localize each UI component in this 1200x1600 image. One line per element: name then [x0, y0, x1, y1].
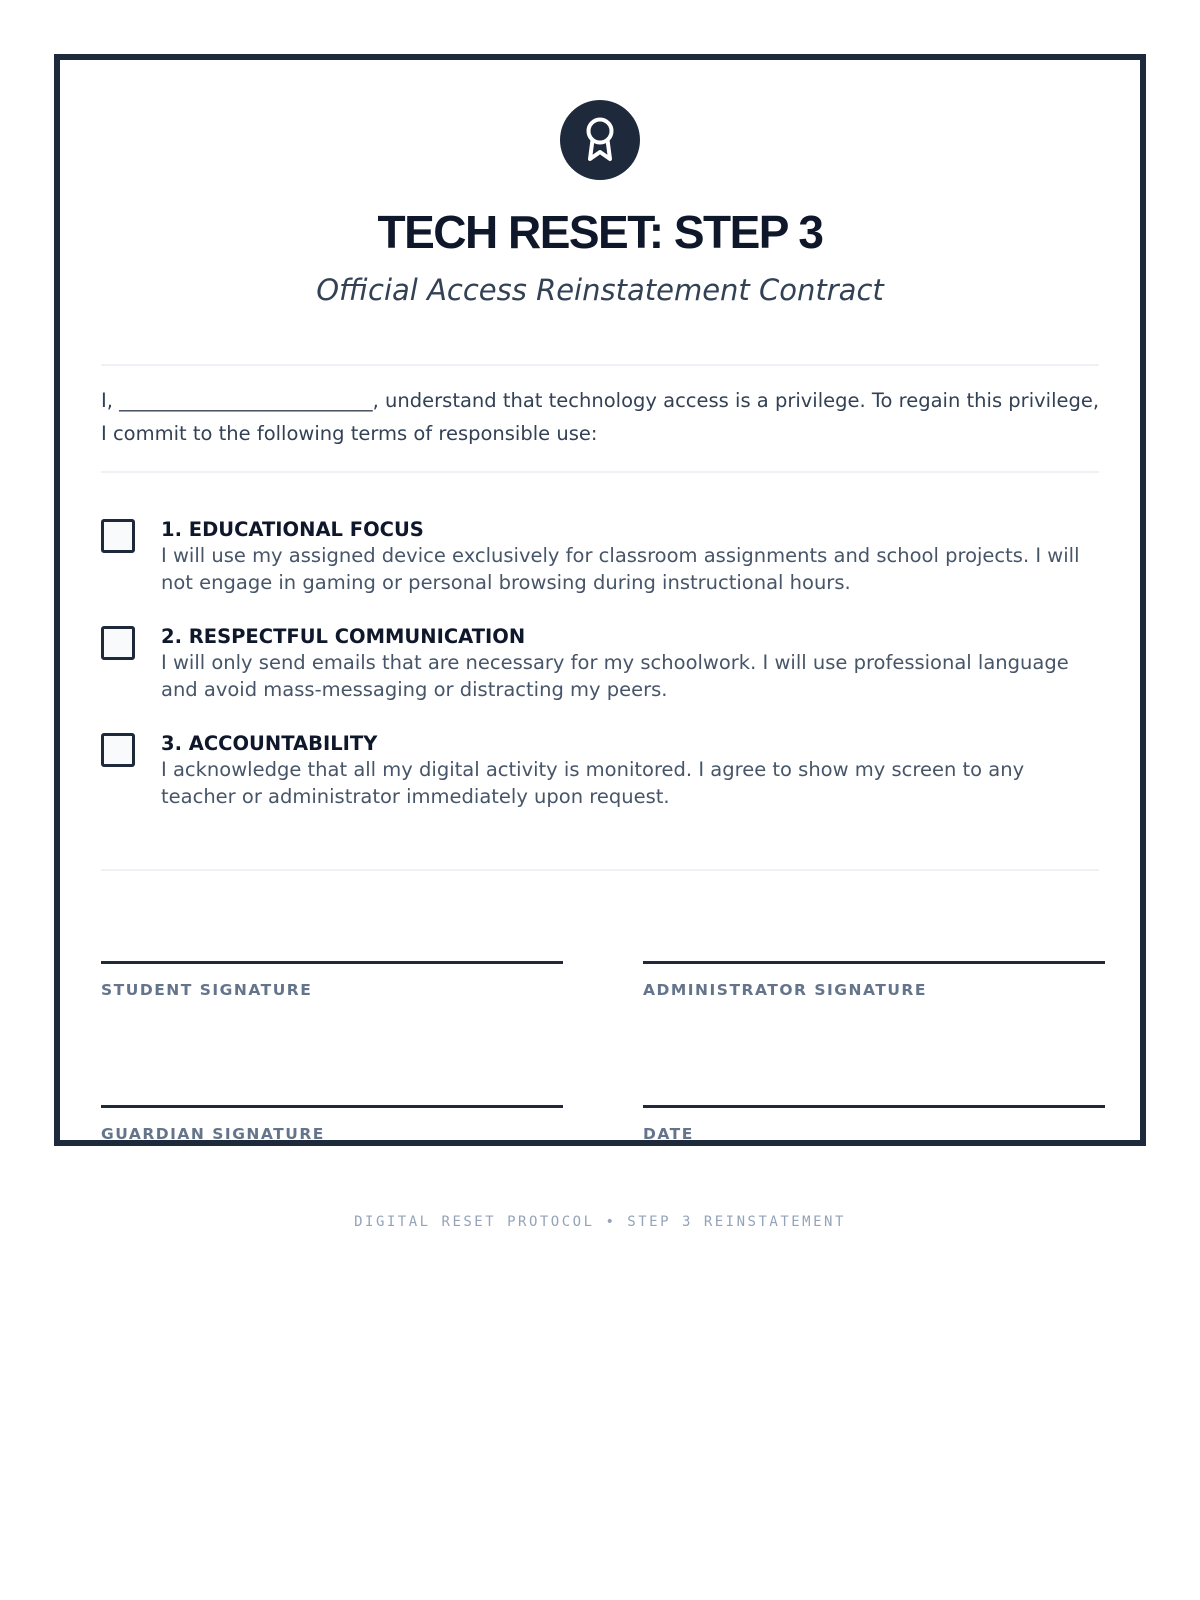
- term-title: 1. EDUCATIONAL FOCUS: [161, 518, 424, 541]
- pledge-line-1: I, __________________________, understand that technology access is a privilege. To regain this privilege,: [101, 389, 1100, 412]
- pledge-line-2: I commit to the following terms of responsible use:: [101, 422, 598, 445]
- term-description: I will only send emails that are necessary for my schoolwork. I will use professional language and avoid mass-messaging or distracting my peers.: [161, 651, 1069, 701]
- award-ribbon-icon: [583, 115, 617, 165]
- term-item-respectful-communication: [101, 624, 1099, 714]
- guardian-signature-label: GUARDIAN SIGNATURE: [101, 1125, 325, 1143]
- student-signature-label: STUDENT SIGNATURE: [101, 981, 313, 999]
- term-description: I will use my assigned device exclusively for classroom assignments and school projects. I will not engage in gaming or personal browsing during instructional hours.: [161, 544, 1080, 594]
- contract-card: [54, 54, 1146, 1146]
- student-signature-line[interactable]: [101, 961, 563, 964]
- term-title: 3. ACCOUNTABILITY: [161, 732, 378, 755]
- date-label: DATE: [643, 1125, 694, 1143]
- contract-body: [101, 60, 1100, 1143]
- administrator-signature-label: ADMINISTRATOR SIGNATURE: [643, 981, 927, 999]
- term-description: I acknowledge that all my digital activity is monitored. I agree to show my screen to any teacher or administrator immediately upon request.: [161, 758, 1025, 808]
- award-badge: [560, 100, 640, 180]
- divider-signatures: [101, 869, 1099, 871]
- divider-pledge: [101, 471, 1099, 473]
- page-subtitle: Official Access Reinstatement Contract: [316, 273, 884, 307]
- pledge-statement: [101, 384, 1099, 450]
- term-item-educational-focus: [101, 517, 1099, 607]
- guardian-signature-line[interactable]: [101, 1105, 563, 1108]
- checkbox-accountability[interactable]: [101, 733, 135, 767]
- checkbox-educational-focus[interactable]: [101, 519, 135, 553]
- footer-caption: DIGITAL RESET PROTOCOL • STEP 3 REINSTATEMENT: [354, 1214, 846, 1230]
- administrator-signature-line[interactable]: [643, 961, 1105, 964]
- checkbox-respectful-communication[interactable]: [101, 626, 135, 660]
- term-title: 2. RESPECTFUL COMMUNICATION: [161, 625, 526, 648]
- term-item-accountability: [101, 731, 1099, 821]
- date-line[interactable]: [643, 1105, 1105, 1108]
- page-title: TECH RESET: STEP 3: [377, 206, 823, 258]
- divider-top: [101, 364, 1099, 366]
